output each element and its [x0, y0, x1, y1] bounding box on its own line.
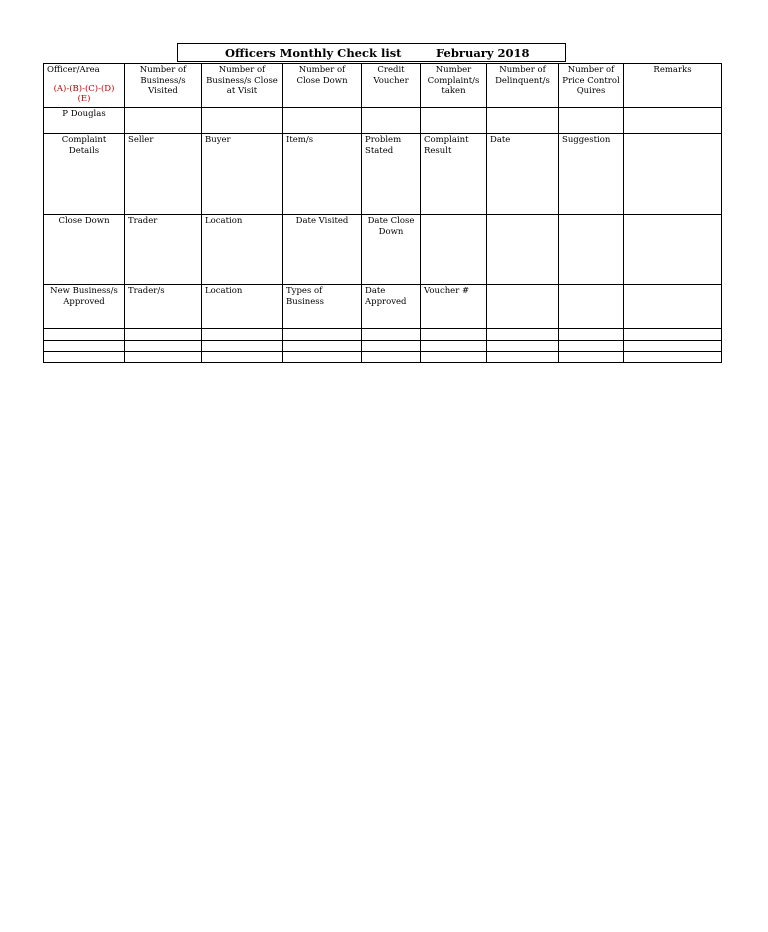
blank-row: [44, 329, 722, 341]
closedown-cell[interactable]: [559, 215, 624, 285]
officer-cell[interactable]: [487, 108, 559, 134]
new-business-voucher[interactable]: Voucher #: [421, 285, 487, 329]
new-business-type[interactable]: Types of Business: [283, 285, 362, 329]
complaint-items[interactable]: Item/s: [283, 134, 362, 215]
checklist-title: Officers Monthly Check list: [225, 46, 402, 60]
blank-cell[interactable]: [487, 341, 559, 352]
officer-cell[interactable]: [559, 108, 624, 134]
blank-cell[interactable]: [421, 352, 487, 363]
new-business-date-approved[interactable]: Date Approved: [362, 285, 421, 329]
blank-cell[interactable]: [421, 341, 487, 352]
closedown-date-visited[interactable]: Date Visited: [283, 215, 362, 285]
officer-name: P Douglas: [44, 108, 125, 134]
header-businesses-visited: Number of Business/s Visited: [125, 64, 202, 108]
complaint-suggestion[interactable]: Suggestion: [559, 134, 624, 215]
blank-cell[interactable]: [559, 341, 624, 352]
new-business-row: [44, 285, 722, 329]
area-codes: (A)-(B)-(C)-(D) (E): [53, 83, 115, 104]
blank-cell[interactable]: [559, 352, 624, 363]
complaint-result[interactable]: Complaint Result: [421, 134, 487, 215]
header-close-down: Number of Close Down: [283, 64, 362, 108]
header-officer-area-label: Officer/Area: [47, 65, 100, 75]
blank-cell[interactable]: [362, 341, 421, 352]
header-officer-area: [44, 64, 125, 108]
complaint-label: Complaint Details: [44, 134, 125, 215]
officer-cell[interactable]: [283, 108, 362, 134]
closedown-row: [44, 215, 722, 285]
complaint-remarks[interactable]: [624, 134, 722, 215]
closedown-location[interactable]: Location: [202, 215, 283, 285]
blank-cell[interactable]: [421, 329, 487, 341]
officer-cell[interactable]: [202, 108, 283, 134]
blank-cell[interactable]: [362, 329, 421, 341]
new-business-cell[interactable]: [624, 285, 722, 329]
checklist-title-box: [177, 43, 566, 62]
closedown-cell[interactable]: [487, 215, 559, 285]
blank-row: [44, 352, 722, 363]
new-business-cell[interactable]: [487, 285, 559, 329]
closedown-trader[interactable]: Trader: [125, 215, 202, 285]
blank-cell[interactable]: [283, 329, 362, 341]
header-complaints-taken: Number Complaint/s taken: [421, 64, 487, 108]
header-delinquents: Number of Delinquent/s: [487, 64, 559, 108]
complaint-problem[interactable]: Problem Stated: [362, 134, 421, 215]
complaint-buyer[interactable]: Buyer: [202, 134, 283, 215]
blank-cell[interactable]: [202, 352, 283, 363]
blank-cell[interactable]: [559, 329, 624, 341]
closedown-label: Close Down: [44, 215, 125, 285]
checklist-table: [43, 63, 722, 363]
new-business-traders[interactable]: Trader/s: [125, 285, 202, 329]
officer-cell[interactable]: [125, 108, 202, 134]
closedown-cell[interactable]: [624, 215, 722, 285]
blank-cell[interactable]: [487, 352, 559, 363]
closedown-cell[interactable]: [421, 215, 487, 285]
blank-cell[interactable]: [624, 329, 722, 341]
closedown-date-closed[interactable]: Date Close Down: [362, 215, 421, 285]
complaint-seller[interactable]: Seller: [125, 134, 202, 215]
officer-row: [44, 108, 722, 134]
blank-cell[interactable]: [202, 341, 283, 352]
new-business-cell[interactable]: [559, 285, 624, 329]
blank-cell[interactable]: [125, 352, 202, 363]
blank-cell[interactable]: [283, 341, 362, 352]
header-row: [44, 64, 722, 108]
blank-cell[interactable]: [125, 341, 202, 352]
officer-cell[interactable]: [421, 108, 487, 134]
complaint-row: [44, 134, 722, 215]
blank-cell[interactable]: [44, 341, 125, 352]
header-businesses-closed: Number of Business/s Close at Visit: [202, 64, 283, 108]
blank-cell[interactable]: [44, 352, 125, 363]
complaint-date[interactable]: Date: [487, 134, 559, 215]
checklist-period: February 2018: [436, 46, 530, 60]
blank-cell[interactable]: [44, 329, 125, 341]
blank-row: [44, 341, 722, 352]
blank-cell[interactable]: [283, 352, 362, 363]
header-remarks: Remarks: [624, 64, 722, 108]
blank-cell[interactable]: [125, 329, 202, 341]
blank-cell[interactable]: [487, 329, 559, 341]
officer-cell[interactable]: [362, 108, 421, 134]
blank-cell[interactable]: [202, 329, 283, 341]
blank-cell[interactable]: [362, 352, 421, 363]
header-price-control: Number of Price Control Quires: [559, 64, 624, 108]
blank-cell[interactable]: [624, 341, 722, 352]
officer-cell[interactable]: [624, 108, 722, 134]
blank-cell[interactable]: [624, 352, 722, 363]
new-business-label: New Business/s Approved: [44, 285, 125, 329]
header-credit-voucher: Credit Voucher: [362, 64, 421, 108]
new-business-location[interactable]: Location: [202, 285, 283, 329]
